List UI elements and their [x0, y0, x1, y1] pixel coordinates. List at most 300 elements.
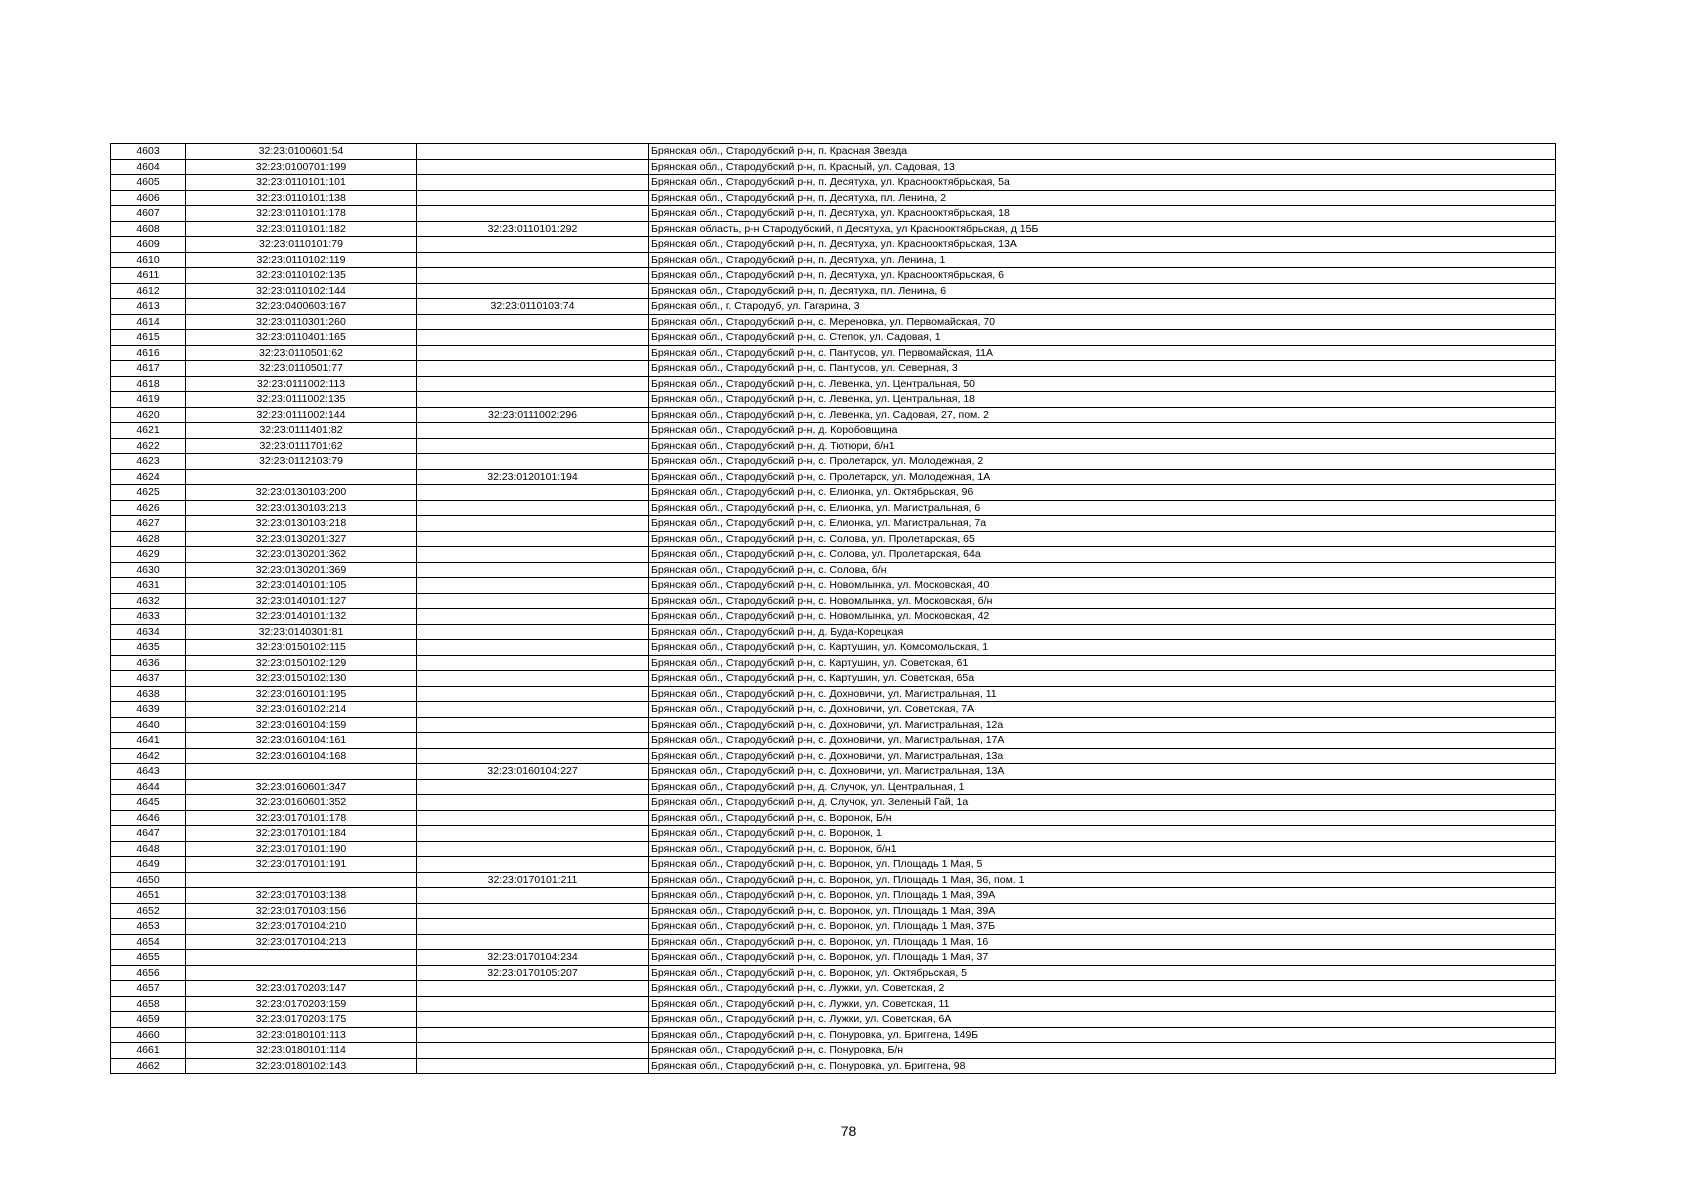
row-number-cell: 4613	[111, 299, 186, 315]
new-cadastral-number-cell	[417, 624, 649, 640]
cadastral-number-cell: 32:23:0170203:159	[186, 996, 417, 1012]
new-cadastral-number-cell	[417, 485, 649, 501]
row-number-cell: 4637	[111, 671, 186, 687]
cadastral-number-cell: 32:23:0130201:362	[186, 547, 417, 563]
row-number-cell: 4615	[111, 330, 186, 346]
cadastral-number-cell: 32:23:0111002:135	[186, 392, 417, 408]
row-number-cell: 4643	[111, 764, 186, 780]
table-row	[111, 206, 1556, 222]
address-cell: Брянская обл., Стародубский р-н, с. Воронок, ул. Площадь 1 Мая, 37Б	[649, 919, 1556, 935]
new-cadastral-number-cell	[417, 702, 649, 718]
new-cadastral-number-cell	[417, 159, 649, 175]
new-cadastral-number-cell	[417, 423, 649, 439]
cadastral-number-cell	[186, 469, 417, 485]
cadastral-number-cell: 32:23:0100701:199	[186, 159, 417, 175]
cadastral-number-cell: 32:23:0160104:168	[186, 748, 417, 764]
row-number-cell: 4641	[111, 733, 186, 749]
cadastral-number-cell: 32:23:0150102:129	[186, 655, 417, 671]
row-number-cell: 4603	[111, 144, 186, 160]
table-row	[111, 376, 1556, 392]
table-row	[111, 454, 1556, 470]
table-row	[111, 392, 1556, 408]
row-number-cell: 4627	[111, 516, 186, 532]
table-row	[111, 407, 1556, 423]
address-cell: Брянская обл., Стародубский р-н, с. Картушин, ул. Советская, 61	[649, 655, 1556, 671]
new-cadastral-number-cell	[417, 779, 649, 795]
row-number-cell: 4652	[111, 903, 186, 919]
new-cadastral-number-cell	[417, 330, 649, 346]
cadastral-number-cell: 32:23:0110101:79	[186, 237, 417, 253]
row-number-cell: 4622	[111, 438, 186, 454]
address-cell: Брянская обл., Стародубский р-н, с. Дохновичи, ул. Магистральная, 12а	[649, 717, 1556, 733]
address-cell: Брянская обл., Стародубский р-н, с. Новомлынка, ул. Московская, б/н	[649, 593, 1556, 609]
cadastral-number-cell: 32:23:0170203:175	[186, 1012, 417, 1028]
cadastral-number-cell: 32:23:0170103:156	[186, 903, 417, 919]
new-cadastral-number-cell	[417, 516, 649, 532]
new-cadastral-number-cell	[417, 314, 649, 330]
table-row	[111, 531, 1556, 547]
row-number-cell: 4624	[111, 469, 186, 485]
new-cadastral-number-cell	[417, 640, 649, 656]
address-cell: Брянская обл., Стародубский р-н, с. Солова, б/н	[649, 562, 1556, 578]
row-number-cell: 4642	[111, 748, 186, 764]
new-cadastral-number-cell	[417, 717, 649, 733]
table-row	[111, 686, 1556, 702]
row-number-cell: 4655	[111, 950, 186, 966]
new-cadastral-number-cell	[417, 671, 649, 687]
table-row	[111, 764, 1556, 780]
cadastral-number-cell: 32:23:0110102:135	[186, 268, 417, 284]
cadastral-number-cell: 32:23:0170101:190	[186, 841, 417, 857]
cadastral-number-cell: 32:23:0130103:218	[186, 516, 417, 532]
cadastral-number-cell: 32:23:0140101:127	[186, 593, 417, 609]
new-cadastral-number-cell	[417, 655, 649, 671]
row-number-cell: 4608	[111, 221, 186, 237]
table-row	[111, 361, 1556, 377]
row-number-cell: 4649	[111, 857, 186, 873]
row-number-cell: 4629	[111, 547, 186, 563]
new-cadastral-number-cell	[417, 268, 649, 284]
table-row	[111, 996, 1556, 1012]
row-number-cell: 4635	[111, 640, 186, 656]
row-number-cell: 4604	[111, 159, 186, 175]
table-row	[111, 640, 1556, 656]
row-number-cell: 4607	[111, 206, 186, 222]
address-cell: Брянская обл., Стародубский р-н, п. Десятуха, ул. Краснооктябрьская, 6	[649, 268, 1556, 284]
cadastral-number-cell: 32:23:0110401:165	[186, 330, 417, 346]
table-row	[111, 733, 1556, 749]
table-row	[111, 950, 1556, 966]
new-cadastral-number-cell	[417, 1043, 649, 1059]
new-cadastral-number-cell	[417, 609, 649, 625]
address-cell: Брянская обл., Стародубский р-н, с. Елионка, ул. Магистральная, 6	[649, 500, 1556, 516]
table-row	[111, 299, 1556, 315]
new-cadastral-number-cell	[417, 1058, 649, 1074]
new-cadastral-number-cell	[417, 686, 649, 702]
row-number-cell: 4617	[111, 361, 186, 377]
new-cadastral-number-cell	[417, 252, 649, 268]
row-number-cell: 4605	[111, 175, 186, 191]
table-row	[111, 903, 1556, 919]
address-cell: Брянская обл., Стародубский р-н, с. Воронок, ул. Площадь 1 Мая, 37	[649, 950, 1556, 966]
row-number-cell: 4618	[111, 376, 186, 392]
new-cadastral-number-cell	[417, 578, 649, 594]
address-cell: Брянская обл., Стародубский р-н, с. Пантусов, ул. Северная, 3	[649, 361, 1556, 377]
cadastral-number-cell: 32:23:0170203:147	[186, 981, 417, 997]
address-cell: Брянская обл., Стародубский р-н, с. Воронок, б/н1	[649, 841, 1556, 857]
address-cell: Брянская обл., Стародубский р-н, с. Дохновичи, ул. Магистральная, 11	[649, 686, 1556, 702]
table-row	[111, 965, 1556, 981]
row-number-cell: 4634	[111, 624, 186, 640]
row-number-cell: 4631	[111, 578, 186, 594]
table-row	[111, 671, 1556, 687]
cadastral-number-cell: 32:23:0111002:113	[186, 376, 417, 392]
cadastral-number-cell: 32:23:0111401:82	[186, 423, 417, 439]
row-number-cell: 4611	[111, 268, 186, 284]
address-cell: Брянская обл., Стародубский р-н, с. Воронок, ул. Площадь 1 Мая, 39А	[649, 903, 1556, 919]
address-cell: Брянская обл., Стародубский р-н, с. Дохновичи, ул. Магистральная, 17А	[649, 733, 1556, 749]
address-cell: Брянская обл., Стародубский р-н, п. Десятуха, ул. Ленина, 1	[649, 252, 1556, 268]
row-number-cell: 4656	[111, 965, 186, 981]
cadastral-number-cell: 32:23:0150102:115	[186, 640, 417, 656]
row-number-cell: 4632	[111, 593, 186, 609]
row-number-cell: 4659	[111, 1012, 186, 1028]
cadastral-number-cell: 32:23:0170104:210	[186, 919, 417, 935]
new-cadastral-number-cell	[417, 206, 649, 222]
new-cadastral-number-cell	[417, 733, 649, 749]
cadastral-number-cell: 32:23:0110101:182	[186, 221, 417, 237]
address-cell: Брянская обл., Стародубский р-н, с. Пантусов, ул. Первомайская, 11А	[649, 345, 1556, 361]
row-number-cell: 4646	[111, 810, 186, 826]
row-number-cell: 4625	[111, 485, 186, 501]
table-row	[111, 469, 1556, 485]
address-cell: Брянская обл., Стародубский р-н, с. Левенка, ул. Центральная, 18	[649, 392, 1556, 408]
address-cell: Брянская обл., Стародубский р-н, с. Пролетарск, ул. Молодежная, 1А	[649, 469, 1556, 485]
new-cadastral-number-cell: 32:23:0111002:296	[417, 407, 649, 423]
table-row	[111, 624, 1556, 640]
new-cadastral-number-cell	[417, 888, 649, 904]
address-cell: Брянская обл., Стародубский р-н, с. Понуровка, ул. Бриггена, 149Б	[649, 1027, 1556, 1043]
address-cell: Брянская обл., Стародубский р-н, п. Десятуха, ул. Краснооктябрьская, 18	[649, 206, 1556, 222]
address-cell: Брянская обл., Стародубский р-н, д. Коробовщина	[649, 423, 1556, 439]
property-table-body	[111, 144, 1556, 1074]
row-number-cell: 4636	[111, 655, 186, 671]
table-row	[111, 268, 1556, 284]
table-row	[111, 795, 1556, 811]
new-cadastral-number-cell	[417, 392, 649, 408]
cadastral-number-cell: 32:23:0110101:101	[186, 175, 417, 191]
cadastral-number-cell: 32:23:0150102:130	[186, 671, 417, 687]
table-row	[111, 314, 1556, 330]
table-row	[111, 547, 1556, 563]
address-cell: Брянская обл., Стародубский р-н, с. Воронок, ул. Площадь 1 Мая, 36, пом. 1	[649, 872, 1556, 888]
cadastral-number-cell: 32:23:0110501:62	[186, 345, 417, 361]
table-row	[111, 593, 1556, 609]
row-number-cell: 4638	[111, 686, 186, 702]
address-cell: Брянская обл., Стародубский р-н, с. Лужки, ул. Советская, 11	[649, 996, 1556, 1012]
new-cadastral-number-cell	[417, 531, 649, 547]
cadastral-number-cell: 32:23:0160101:195	[186, 686, 417, 702]
new-cadastral-number-cell	[417, 919, 649, 935]
table-row	[111, 330, 1556, 346]
table-row	[111, 810, 1556, 826]
cadastral-number-cell: 32:23:0130103:200	[186, 485, 417, 501]
address-cell: Брянская обл., Стародубский р-н, с. Елионка, ул. Магистральная, 7а	[649, 516, 1556, 532]
cadastral-number-cell: 32:23:0111002:144	[186, 407, 417, 423]
address-cell: Брянская обл., Стародубский р-н, д. Буда-Корецкая	[649, 624, 1556, 640]
address-cell: Брянская обл., Стародубский р-н, с. Воронок, ул. Площадь 1 Мая, 39А	[649, 888, 1556, 904]
row-number-cell: 4647	[111, 826, 186, 842]
address-cell: Брянская обл., Стародубский р-н, с. Новомлынка, ул. Московская, 42	[649, 609, 1556, 625]
row-number-cell: 4623	[111, 454, 186, 470]
new-cadastral-number-cell: 32:23:0170101:211	[417, 872, 649, 888]
table-row	[111, 857, 1556, 873]
table-row	[111, 175, 1556, 191]
row-number-cell: 4619	[111, 392, 186, 408]
table-row	[111, 221, 1556, 237]
new-cadastral-number-cell: 32:23:0120101:194	[417, 469, 649, 485]
cadastral-number-cell: 32:23:0130201:369	[186, 562, 417, 578]
new-cadastral-number-cell	[417, 175, 649, 191]
cadastral-number-cell: 32:23:0160104:161	[186, 733, 417, 749]
address-cell: Брянская обл., Стародубский р-н, с. Мереновка, ул. Первомайская, 70	[649, 314, 1556, 330]
row-number-cell: 4621	[111, 423, 186, 439]
new-cadastral-number-cell	[417, 438, 649, 454]
new-cadastral-number-cell	[417, 996, 649, 1012]
address-cell: Брянская обл., Стародубский р-н, с. Картушин, ул. Комсомольская, 1	[649, 640, 1556, 656]
new-cadastral-number-cell	[417, 144, 649, 160]
cadastral-number-cell: 32:23:0112103:79	[186, 454, 417, 470]
address-cell: Брянская обл., Стародубский р-н, с. Воронок, 1	[649, 826, 1556, 842]
row-number-cell: 4658	[111, 996, 186, 1012]
new-cadastral-number-cell	[417, 748, 649, 764]
cadastral-number-cell: 32:23:0400603:167	[186, 299, 417, 315]
new-cadastral-number-cell	[417, 810, 649, 826]
cadastral-number-cell: 32:23:0130103:213	[186, 500, 417, 516]
table-row	[111, 1043, 1556, 1059]
table-row	[111, 345, 1556, 361]
new-cadastral-number-cell	[417, 361, 649, 377]
table-row	[111, 283, 1556, 299]
new-cadastral-number-cell: 32:23:0110101:292	[417, 221, 649, 237]
table-row	[111, 1027, 1556, 1043]
address-cell: Брянская обл., Стародубский р-н, с. Воронок, Б/н	[649, 810, 1556, 826]
cadastral-number-cell: 32:23:0180102:143	[186, 1058, 417, 1074]
cadastral-number-cell: 32:23:0110102:119	[186, 252, 417, 268]
row-number-cell: 4630	[111, 562, 186, 578]
table-row	[111, 438, 1556, 454]
row-number-cell: 4640	[111, 717, 186, 733]
row-number-cell: 4612	[111, 283, 186, 299]
address-cell: Брянская обл., Стародубский р-н, с. Лужки, ул. Советская, 6А	[649, 1012, 1556, 1028]
cadastral-number-cell: 32:23:0130201:327	[186, 531, 417, 547]
new-cadastral-number-cell	[417, 841, 649, 857]
cadastral-number-cell	[186, 872, 417, 888]
table-row	[111, 578, 1556, 594]
address-cell: Брянская обл., Стародубский р-н, с. Воронок, ул. Октябрьская, 5	[649, 965, 1556, 981]
address-cell: Брянская обл., Стародубский р-н, с. Левенка, ул. Центральная, 50	[649, 376, 1556, 392]
row-number-cell: 4610	[111, 252, 186, 268]
new-cadastral-number-cell	[417, 190, 649, 206]
cadastral-number-cell: 32:23:0180101:113	[186, 1027, 417, 1043]
new-cadastral-number-cell	[417, 1012, 649, 1028]
address-cell: Брянская обл., Стародубский р-н, п. Десятуха, пл. Ленина, 2	[649, 190, 1556, 206]
row-number-cell: 4645	[111, 795, 186, 811]
address-cell: Брянская обл., Стародубский р-н, с. Солова, ул. Пролетарская, 64а	[649, 547, 1556, 563]
row-number-cell: 4661	[111, 1043, 186, 1059]
cadastral-number-cell: 32:23:0110101:138	[186, 190, 417, 206]
row-number-cell: 4614	[111, 314, 186, 330]
table-row	[111, 841, 1556, 857]
table-row	[111, 144, 1556, 160]
cadastral-number-cell: 32:23:0170103:138	[186, 888, 417, 904]
new-cadastral-number-cell	[417, 1027, 649, 1043]
new-cadastral-number-cell: 32:23:0170104:234	[417, 950, 649, 966]
row-number-cell: 4639	[111, 702, 186, 718]
page-number: 78	[840, 1123, 857, 1139]
table-row	[111, 516, 1556, 532]
address-cell: Брянская обл., Стародубский р-н, с. Картушин, ул. Советская, 65а	[649, 671, 1556, 687]
cadastral-number-cell: 32:23:0180101:114	[186, 1043, 417, 1059]
table-row	[111, 609, 1556, 625]
row-number-cell: 4654	[111, 934, 186, 950]
address-cell: Брянская обл., Стародубский р-н, с. Новомлынка, ул. Московская, 40	[649, 578, 1556, 594]
address-cell: Брянская обл., Стародубский р-н, с. Елионка, ул. Октябрьская, 96	[649, 485, 1556, 501]
address-cell: Брянская обл., Стародубский р-н, п. Красная Звезда	[649, 144, 1556, 160]
address-cell: Брянская обл., Стародубский р-н, с. Понуровка, Б/н	[649, 1043, 1556, 1059]
new-cadastral-number-cell	[417, 237, 649, 253]
new-cadastral-number-cell	[417, 283, 649, 299]
cadastral-number-cell: 32:23:0170101:178	[186, 810, 417, 826]
table-row	[111, 562, 1556, 578]
address-cell: Брянская обл., Стародубский р-н, д. Тютюри, б/н1	[649, 438, 1556, 454]
address-cell: Брянская обл., Стародубский р-н, д. Случок, ул. Зеленый Гай, 1а	[649, 795, 1556, 811]
address-cell: Брянская обл., Стародубский р-н, п. Десятуха, ул. Краснооктябрьская, 13А	[649, 237, 1556, 253]
address-cell: Брянская обл., Стародубский р-н, с. Степок, ул. Садовая, 1	[649, 330, 1556, 346]
cadastral-number-cell: 32:23:0110101:178	[186, 206, 417, 222]
row-number-cell: 4657	[111, 981, 186, 997]
table-row	[111, 702, 1556, 718]
cadastral-number-cell: 32:23:0140101:132	[186, 609, 417, 625]
address-cell: Брянская обл., Стародубский р-н, с. Понуровка, ул. Бриггена, 98	[649, 1058, 1556, 1074]
address-cell: Брянская обл., Стародубский р-н, с. Солова, ул. Пролетарская, 65	[649, 531, 1556, 547]
table-row	[111, 779, 1556, 795]
new-cadastral-number-cell	[417, 981, 649, 997]
table-row	[111, 934, 1556, 950]
table-row	[111, 237, 1556, 253]
address-cell: Брянская обл., Стародубский р-н, с. Левенка, ул. Садовая, 27, пом. 2	[649, 407, 1556, 423]
row-number-cell: 4644	[111, 779, 186, 795]
cadastral-number-cell: 32:23:0160601:352	[186, 795, 417, 811]
row-number-cell: 4626	[111, 500, 186, 516]
cadastral-number-cell: 32:23:0110501:77	[186, 361, 417, 377]
cadastral-number-cell: 32:23:0110102:144	[186, 283, 417, 299]
row-number-cell: 4606	[111, 190, 186, 206]
address-cell: Брянская обл., Стародубский р-н, с. Дохновичи, ул. Магистральная, 13а	[649, 748, 1556, 764]
row-number-cell: 4620	[111, 407, 186, 423]
row-number-cell: 4653	[111, 919, 186, 935]
cadastral-number-cell: 32:23:0160601:347	[186, 779, 417, 795]
cadastral-number-cell: 32:23:0140101:105	[186, 578, 417, 594]
cadastral-number-cell: 32:23:0100601:54	[186, 144, 417, 160]
row-number-cell: 4651	[111, 888, 186, 904]
address-cell: Брянская область, р-н Стародубский, п Десятуха, ул Краснооктябрьская, д 15Б	[649, 221, 1556, 237]
table-row	[111, 190, 1556, 206]
row-number-cell: 4628	[111, 531, 186, 547]
table-row	[111, 717, 1556, 733]
table-row	[111, 748, 1556, 764]
table-row	[111, 1012, 1556, 1028]
row-number-cell: 4660	[111, 1027, 186, 1043]
new-cadastral-number-cell	[417, 826, 649, 842]
address-cell: Брянская обл., Стародубский р-н, с. Дохновичи, ул. Советская, 7А	[649, 702, 1556, 718]
table-row	[111, 500, 1556, 516]
new-cadastral-number-cell	[417, 857, 649, 873]
cadastral-number-cell: 32:23:0170104:213	[186, 934, 417, 950]
cadastral-number-cell: 32:23:0170101:191	[186, 857, 417, 873]
new-cadastral-number-cell: 32:23:0110103:74	[417, 299, 649, 315]
address-cell: Брянская обл., Стародубский р-н, с. Дохновичи, ул. Магистральная, 13А	[649, 764, 1556, 780]
row-number-cell: 4633	[111, 609, 186, 625]
table-row	[111, 981, 1556, 997]
row-number-cell: 4648	[111, 841, 186, 857]
table-row	[111, 655, 1556, 671]
new-cadastral-number-cell	[417, 593, 649, 609]
cadastral-number-cell	[186, 965, 417, 981]
property-table	[110, 143, 1556, 1074]
row-number-cell: 4662	[111, 1058, 186, 1074]
cadastral-number-cell: 32:23:0170101:184	[186, 826, 417, 842]
cadastral-number-cell: 32:23:0110301:260	[186, 314, 417, 330]
new-cadastral-number-cell	[417, 376, 649, 392]
new-cadastral-number-cell	[417, 562, 649, 578]
new-cadastral-number-cell	[417, 934, 649, 950]
cadastral-number-cell: 32:23:0111701:62	[186, 438, 417, 454]
address-cell: Брянская обл., Стародубский р-н, п. Красный, ул. Садовая, 13	[649, 159, 1556, 175]
table-row	[111, 888, 1556, 904]
new-cadastral-number-cell	[417, 795, 649, 811]
new-cadastral-number-cell	[417, 454, 649, 470]
row-number-cell: 4609	[111, 237, 186, 253]
address-cell: Брянская обл., г. Стародуб, ул. Гагарина, 3	[649, 299, 1556, 315]
new-cadastral-number-cell	[417, 345, 649, 361]
table-row	[111, 1058, 1556, 1074]
cadastral-number-cell	[186, 950, 417, 966]
new-cadastral-number-cell	[417, 903, 649, 919]
row-number-cell: 4616	[111, 345, 186, 361]
table-row	[111, 423, 1556, 439]
new-cadastral-number-cell	[417, 547, 649, 563]
table-row	[111, 826, 1556, 842]
address-cell: Брянская обл., Стародубский р-н, п. Десятуха, ул. Краснооктябрьская, 5а	[649, 175, 1556, 191]
cadastral-number-cell: 32:23:0160102:214	[186, 702, 417, 718]
address-cell: Брянская обл., Стародубский р-н, п. Десятуха, пл. Ленина, 6	[649, 283, 1556, 299]
table-row	[111, 872, 1556, 888]
row-number-cell: 4650	[111, 872, 186, 888]
address-cell: Брянская обл., Стародубский р-н, с. Воронок, ул. Площадь 1 Мая, 16	[649, 934, 1556, 950]
new-cadastral-number-cell: 32:23:0160104:227	[417, 764, 649, 780]
cadastral-number-cell: 32:23:0160104:159	[186, 717, 417, 733]
table-row	[111, 485, 1556, 501]
address-cell: Брянская обл., Стародубский р-н, с. Пролетарск, ул. Молодежная, 2	[649, 454, 1556, 470]
cadastral-number-cell: 32:23:0140301:81	[186, 624, 417, 640]
address-cell: Брянская обл., Стародубский р-н, с. Воронок, ул. Площадь 1 Мая, 5	[649, 857, 1556, 873]
table-row	[111, 252, 1556, 268]
new-cadastral-number-cell	[417, 500, 649, 516]
new-cadastral-number-cell: 32:23:0170105:207	[417, 965, 649, 981]
table-row	[111, 919, 1556, 935]
table-row	[111, 159, 1556, 175]
